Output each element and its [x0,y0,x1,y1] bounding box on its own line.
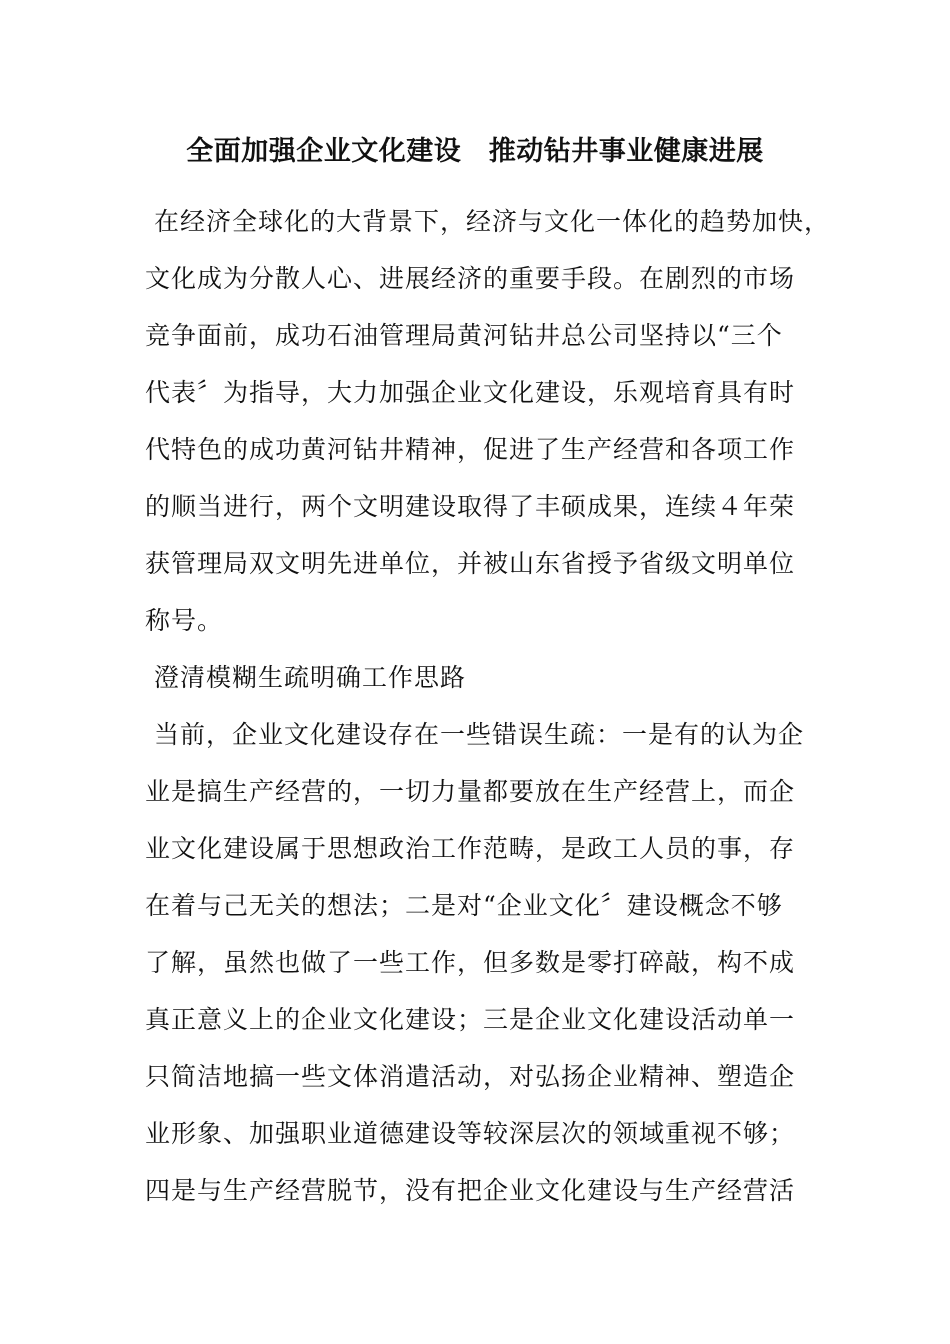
paragraph-line: 了解，虽然也做了一些工作，但多数是零打碎敲，构不成 [145,948,796,977]
paragraph-line: 当前，企业文化建设存在一些错误生疏：一是有的认为企 [145,720,804,749]
document-title: 全面加强企业文化建设 推动钻井事业健康进展 [186,136,764,167]
paragraph-line: 代表〞为指导，大力加强企业文化建设，乐观培育具有时 [145,378,796,407]
paragraph-line: 在经济全球化的大背景下，经济与文化一体化的趋势加快， [145,207,830,236]
paragraph-line: 业是搞生产经营的，一切力量都要放在生产经营上，而企 [145,777,796,806]
section-heading: 澄清模糊生疏明确工作思路 [145,663,466,692]
paragraph-line: 四是与生产经营脱节，没有把企业文化建设与生产经营活 [145,1176,796,1205]
paragraph-line: 代特色的成功黄河钻井精神，促进了生产经营和各项工作 [145,435,796,464]
paragraph-line: 竞争面前，成功石油管理局黄河钻井总公司坚持以“三个 [145,321,783,350]
paragraph-line: 文化成为分散人心、进展经济的重要手段。在剧烈的市场 [145,264,796,293]
paragraph-line: 业形象、加强职业道德建设等较深层次的领域重视不够； [145,1119,796,1148]
paragraph-line: 的顺当进行，两个文明建设取得了丰硕成果，连续４年荣 [145,492,796,521]
paragraph-line: 只简洁地搞一些文体消遣活动，对弘扬企业精神、塑造企 [145,1062,796,1091]
paragraph-line: 称号。 [145,606,224,635]
paragraph-line: 在着与己无关的想法；二是对“企业文化〞建设概念不够 [145,891,783,920]
paragraph-line: 业文化建设属于思想政治工作范畴，是政工人员的事，存 [145,834,796,863]
paragraph-line: 真正意义上的企业文化建设；三是企业文化建设活动单一 [145,1005,796,1034]
paragraph-line: 获管理局双文明先进单位，并被山东省授予省级文明单位 [145,549,796,578]
